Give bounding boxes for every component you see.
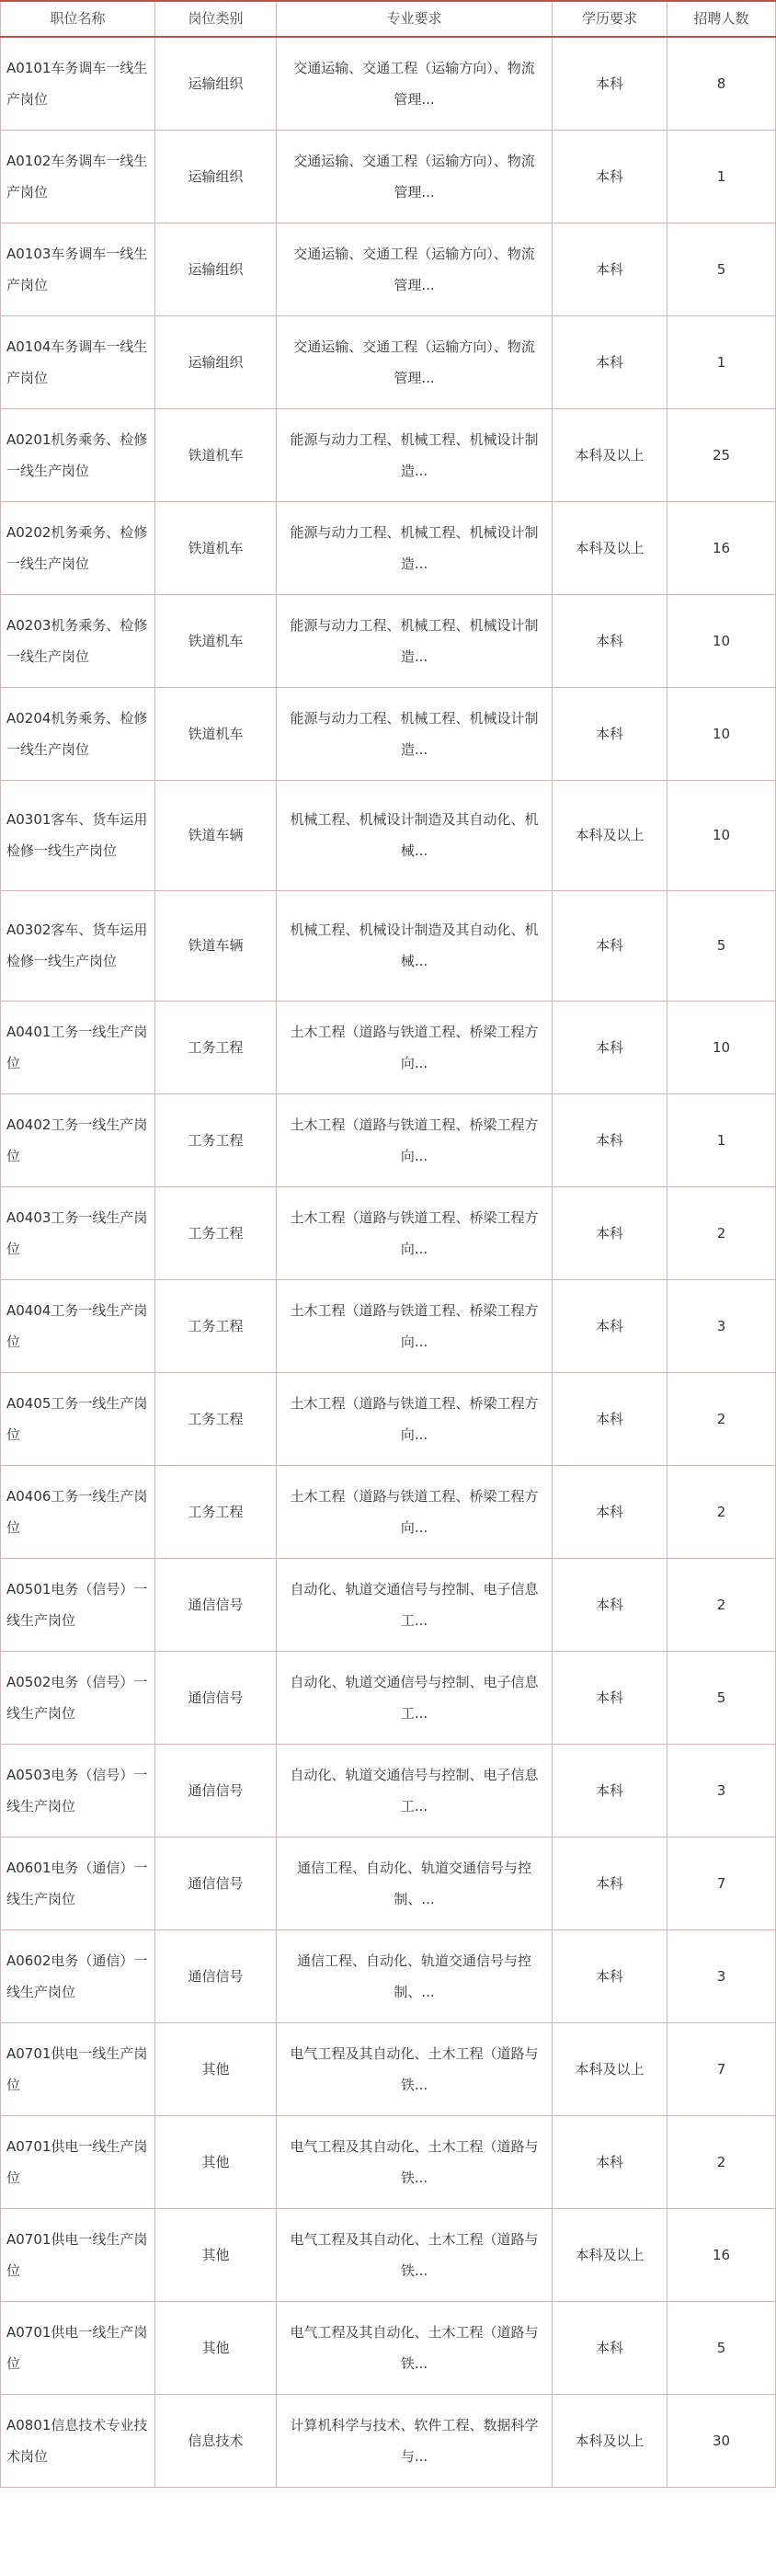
table-row	[1, 408, 776, 501]
table-row	[1, 2394, 776, 2487]
cell-major-requirement: 机械工程、机械设计制造及其自动化、机械...	[277, 780, 553, 890]
header-education: 学历要求	[553, 1, 668, 37]
cell-major-requirement: 计算机科学与技术、软件工程、数据科学与...	[277, 2394, 553, 2487]
cell-major-requirement: 交通运输、交通工程（运输方向）、物流管理...	[277, 315, 553, 408]
cell-major-requirement: 电气工程及其自动化、土木工程（道路与铁...	[277, 2301, 553, 2394]
header-position-name: 职位名称	[1, 1, 155, 37]
cell-major-requirement: 土木工程（道路与铁道工程、桥梁工程方向...	[277, 1093, 553, 1186]
cell-education: 本科	[553, 1093, 668, 1186]
cell-headcount: 30	[668, 2394, 776, 2487]
table-row	[1, 1837, 776, 1929]
cell-major-requirement: 土木工程（道路与铁道工程、桥梁工程方向...	[277, 1186, 553, 1279]
cell-major-requirement: 能源与动力工程、机械工程、机械设计制造...	[277, 594, 553, 687]
cell-headcount: 16	[668, 2208, 776, 2301]
cell-category: 信息技术	[155, 2394, 277, 2487]
cell-headcount: 2	[668, 1186, 776, 1279]
cell-position-name: A0201机务乘务、检修一线生产岗位	[1, 408, 155, 501]
cell-major-requirement: 交通运输、交通工程（运输方向）、物流管理...	[277, 37, 553, 130]
table-row	[1, 1093, 776, 1186]
cell-major-requirement: 能源与动力工程、机械工程、机械设计制造...	[277, 501, 553, 594]
table-row	[1, 315, 776, 408]
cell-headcount: 3	[668, 1279, 776, 1372]
table-row	[1, 687, 776, 780]
table-row	[1, 2022, 776, 2115]
cell-education: 本科	[553, 1279, 668, 1372]
table-row	[1, 1558, 776, 1651]
cell-position-name: A0404工务一线生产岗位	[1, 1279, 155, 1372]
cell-headcount: 1	[668, 130, 776, 223]
table-row	[1, 780, 776, 890]
cell-education: 本科	[553, 130, 668, 223]
cell-major-requirement: 土木工程（道路与铁道工程、桥梁工程方向...	[277, 1279, 553, 1372]
cell-major-requirement: 电气工程及其自动化、土木工程（道路与铁...	[277, 2208, 553, 2301]
table-row	[1, 1929, 776, 2022]
cell-headcount: 3	[668, 1929, 776, 2022]
cell-category: 铁道机车	[155, 687, 277, 780]
cell-major-requirement: 通信工程、自动化、轨道交通信号与控制、...	[277, 1929, 553, 2022]
cell-headcount: 1	[668, 315, 776, 408]
cell-position-name: A0502电务（信号）一线生产岗位	[1, 1651, 155, 1744]
cell-position-name: A0101车务调车一线生产岗位	[1, 37, 155, 130]
table-row	[1, 1465, 776, 1558]
cell-education: 本科	[553, 1186, 668, 1279]
table-row	[1, 1186, 776, 1279]
header-headcount: 招聘人数	[668, 1, 776, 37]
cell-position-name: A0701供电一线生产岗位	[1, 2115, 155, 2208]
cell-headcount: 5	[668, 890, 776, 1001]
cell-category: 工务工程	[155, 1465, 277, 1558]
cell-headcount: 10	[668, 1001, 776, 1093]
header-category: 岗位类别	[155, 1, 277, 37]
cell-education: 本科及以上	[553, 2208, 668, 2301]
table-row	[1, 2115, 776, 2208]
cell-position-name: A0401工务一线生产岗位	[1, 1001, 155, 1093]
cell-position-name: A0203机务乘务、检修一线生产岗位	[1, 594, 155, 687]
cell-education: 本科	[553, 223, 668, 315]
cell-position-name: A0701供电一线生产岗位	[1, 2208, 155, 2301]
table-row	[1, 501, 776, 594]
table-row	[1, 1279, 776, 1372]
cell-education: 本科	[553, 594, 668, 687]
cell-headcount: 2	[668, 1558, 776, 1651]
cell-category: 工务工程	[155, 1001, 277, 1093]
cell-education: 本科	[553, 890, 668, 1001]
cell-education: 本科	[553, 1744, 668, 1837]
cell-headcount: 2	[668, 1465, 776, 1558]
cell-category: 铁道车辆	[155, 780, 277, 890]
cell-education: 本科及以上	[553, 2022, 668, 2115]
cell-position-name: A0405工务一线生产岗位	[1, 1372, 155, 1465]
cell-major-requirement: 交通运输、交通工程（运输方向）、物流管理...	[277, 130, 553, 223]
cell-position-name: A0601电务（通信）一线生产岗位	[1, 1837, 155, 1929]
cell-headcount: 7	[668, 2022, 776, 2115]
cell-education: 本科及以上	[553, 780, 668, 890]
cell-category: 其他	[155, 2208, 277, 2301]
cell-category: 铁道机车	[155, 408, 277, 501]
table-row	[1, 594, 776, 687]
cell-category: 铁道机车	[155, 594, 277, 687]
cell-major-requirement: 能源与动力工程、机械工程、机械设计制造...	[277, 687, 553, 780]
cell-headcount: 2	[668, 1372, 776, 1465]
table-row	[1, 1372, 776, 1465]
cell-position-name: A0102车务调车一线生产岗位	[1, 130, 155, 223]
cell-category: 运输组织	[155, 315, 277, 408]
cell-headcount: 10	[668, 687, 776, 780]
cell-major-requirement: 通信工程、自动化、轨道交通信号与控制、...	[277, 1837, 553, 1929]
cell-major-requirement: 土木工程（道路与铁道工程、桥梁工程方向...	[277, 1372, 553, 1465]
cell-headcount: 16	[668, 501, 776, 594]
cell-position-name: A0403工务一线生产岗位	[1, 1186, 155, 1279]
cell-education: 本科	[553, 1465, 668, 1558]
cell-position-name: A0406工务一线生产岗位	[1, 1465, 155, 1558]
cell-category: 运输组织	[155, 37, 277, 130]
cell-education: 本科	[553, 315, 668, 408]
cell-position-name: A0501电务（信号）一线生产岗位	[1, 1558, 155, 1651]
cell-position-name: A0204机务乘务、检修一线生产岗位	[1, 687, 155, 780]
cell-category: 通信信号	[155, 1558, 277, 1651]
cell-education: 本科及以上	[553, 408, 668, 501]
table-row	[1, 223, 776, 315]
cell-headcount: 1	[668, 1093, 776, 1186]
cell-position-name: A0602电务（通信）一线生产岗位	[1, 1929, 155, 2022]
cell-position-name: A0801信息技术专业技术岗位	[1, 2394, 155, 2487]
cell-education: 本科	[553, 1558, 668, 1651]
cell-category: 通信信号	[155, 1929, 277, 2022]
cell-position-name: A0202机务乘务、检修一线生产岗位	[1, 501, 155, 594]
cell-education: 本科	[553, 1372, 668, 1465]
table-body	[1, 37, 776, 2487]
cell-position-name: A0701供电一线生产岗位	[1, 2301, 155, 2394]
cell-major-requirement: 自动化、轨道交通信号与控制、电子信息工...	[277, 1558, 553, 1651]
cell-headcount: 5	[668, 1651, 776, 1744]
cell-education: 本科	[553, 1929, 668, 2022]
cell-headcount: 5	[668, 223, 776, 315]
cell-major-requirement: 机械工程、机械设计制造及其自动化、机械...	[277, 890, 553, 1001]
cell-category: 运输组织	[155, 130, 277, 223]
cell-category: 其他	[155, 2022, 277, 2115]
cell-position-name: A0402工务一线生产岗位	[1, 1093, 155, 1186]
cell-category: 运输组织	[155, 223, 277, 315]
cell-major-requirement: 能源与动力工程、机械工程、机械设计制造...	[277, 408, 553, 501]
table-row	[1, 130, 776, 223]
cell-position-name: A0103车务调车一线生产岗位	[1, 223, 155, 315]
cell-education: 本科	[553, 687, 668, 780]
cell-headcount: 5	[668, 2301, 776, 2394]
cell-position-name: A0301客车、货车运用检修一线生产岗位	[1, 780, 155, 890]
cell-major-requirement: 交通运输、交通工程（运输方向）、物流管理...	[277, 223, 553, 315]
cell-headcount: 8	[668, 37, 776, 130]
cell-category: 通信信号	[155, 1744, 277, 1837]
cell-category: 其他	[155, 2115, 277, 2208]
cell-major-requirement: 土木工程（道路与铁道工程、桥梁工程方向...	[277, 1465, 553, 1558]
cell-headcount: 10	[668, 594, 776, 687]
header-major-requirement: 专业要求	[277, 1, 553, 37]
cell-position-name: A0503电务（信号）一线生产岗位	[1, 1744, 155, 1837]
cell-education: 本科	[553, 1837, 668, 1929]
cell-education: 本科及以上	[553, 501, 668, 594]
cell-headcount: 10	[668, 780, 776, 890]
cell-category: 工务工程	[155, 1186, 277, 1279]
table-row	[1, 1651, 776, 1744]
cell-category: 铁道车辆	[155, 890, 277, 1001]
cell-education: 本科	[553, 1651, 668, 1744]
cell-category: 工务工程	[155, 1372, 277, 1465]
cell-category: 铁道机车	[155, 501, 277, 594]
cell-major-requirement: 电气工程及其自动化、土木工程（道路与铁...	[277, 2115, 553, 2208]
table-row	[1, 1001, 776, 1093]
cell-education: 本科	[553, 37, 668, 130]
table-row	[1, 890, 776, 1001]
cell-education: 本科及以上	[553, 2394, 668, 2487]
cell-education: 本科	[553, 2115, 668, 2208]
table-row	[1, 37, 776, 130]
cell-category: 工务工程	[155, 1093, 277, 1186]
cell-education: 本科	[553, 2301, 668, 2394]
cell-education: 本科	[553, 1001, 668, 1093]
table-row	[1, 2208, 776, 2301]
cell-position-name: A0104车务调车一线生产岗位	[1, 315, 155, 408]
cell-position-name: A0302客车、货车运用检修一线生产岗位	[1, 890, 155, 1001]
cell-headcount: 25	[668, 408, 776, 501]
cell-category: 通信信号	[155, 1837, 277, 1929]
cell-major-requirement: 土木工程（道路与铁道工程、桥梁工程方向...	[277, 1001, 553, 1093]
cell-headcount: 7	[668, 1837, 776, 1929]
cell-category: 其他	[155, 2301, 277, 2394]
cell-major-requirement: 自动化、轨道交通信号与控制、电子信息工...	[277, 1744, 553, 1837]
cell-position-name: A0701供电一线生产岗位	[1, 2022, 155, 2115]
cell-category: 通信信号	[155, 1651, 277, 1744]
cell-headcount: 2	[668, 2115, 776, 2208]
cell-major-requirement: 电气工程及其自动化、土木工程（道路与铁...	[277, 2022, 553, 2115]
table-header-row	[1, 1, 776, 37]
table-row	[1, 1744, 776, 1837]
cell-major-requirement: 自动化、轨道交通信号与控制、电子信息工...	[277, 1651, 553, 1744]
cell-headcount: 3	[668, 1744, 776, 1837]
table-row	[1, 2301, 776, 2394]
cell-category: 工务工程	[155, 1279, 277, 1372]
